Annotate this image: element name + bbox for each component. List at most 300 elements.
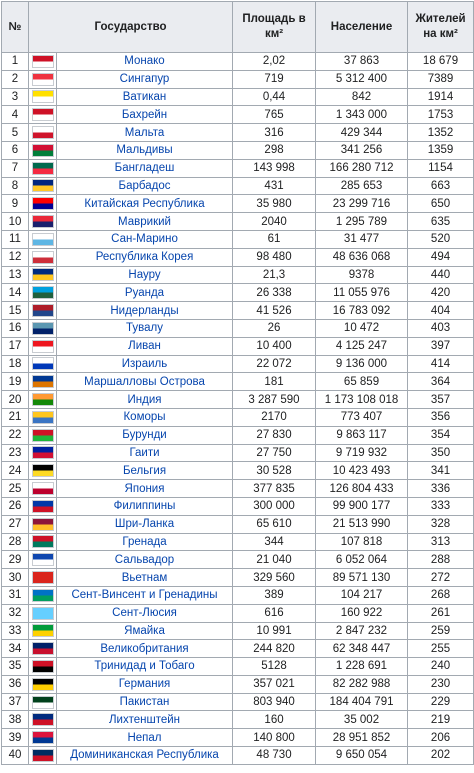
flag-icon[interactable] [32,607,54,620]
density-value: 494 [408,248,474,266]
area-value: 27 830 [233,426,316,444]
country-cell [57,586,233,604]
country-link[interactable]: Бурунди [122,429,167,442]
density-value: 403 [408,319,474,337]
flag-cell [29,248,57,266]
flag-icon[interactable] [32,197,54,210]
flag-icon[interactable] [32,731,54,744]
country-link[interactable]: Пакистан [119,696,170,709]
row-number: 17 [2,337,29,355]
flag-icon[interactable] [32,126,54,139]
population-value: 166 280 712 [316,159,408,177]
density-value: 341 [408,462,474,480]
population-value: 842 [316,88,408,106]
population-value: 31 477 [316,230,408,248]
flag-cell [29,586,57,604]
population-value: 10 472 [316,319,408,337]
area-value: 5128 [233,658,316,676]
row-number: 25 [2,480,29,498]
flag-icon[interactable] [32,446,54,459]
country-cell [57,640,233,658]
area-value: 244 820 [233,640,316,658]
flag-icon[interactable] [32,482,54,495]
flag-cell [29,622,57,640]
flag-icon[interactable] [32,322,54,335]
flag-cell [29,408,57,426]
table-row [2,622,474,640]
country-link[interactable]: Филиппины [113,500,176,513]
country-link[interactable]: Маршалловы Острова [84,375,205,388]
flag-icon[interactable] [32,108,54,121]
flag-cell [29,106,57,124]
country-cell [57,462,233,480]
density-value: 288 [408,551,474,569]
table-row [2,70,474,88]
flag-cell [29,53,57,71]
country-link[interactable]: Барбадос [118,179,171,192]
population-value: 6 052 064 [316,551,408,569]
flag-cell [29,141,57,159]
table-row [2,497,474,515]
country-link[interactable]: Бахрейн [121,108,168,121]
flag-cell [29,693,57,711]
flag-cell [29,640,57,658]
area-value: 181 [233,373,316,391]
country-cell [57,284,233,302]
country-cell [57,622,233,640]
density-value: 18 679 [408,53,474,71]
population-value: 9378 [316,266,408,284]
flag-cell [29,124,57,142]
country-link[interactable]: Науру [128,268,161,281]
flag-icon[interactable] [32,251,54,264]
area-value: 0,44 [233,88,316,106]
country-link[interactable]: Монако [124,55,165,68]
area-value: 21,3 [233,266,316,284]
row-number: 16 [2,319,29,337]
table-row [2,480,474,498]
flag-icon[interactable] [32,749,54,762]
row-number: 31 [2,586,29,604]
table-row [2,391,474,409]
population-value: 773 407 [316,408,408,426]
country-cell [57,70,233,88]
country-cell [57,604,233,622]
row-number: 2 [2,70,29,88]
country-cell [57,159,233,177]
table-row [2,408,474,426]
country-link[interactable]: Сент-Люсия [112,607,177,620]
population-value: 104 217 [316,586,408,604]
table-row [2,729,474,747]
flag-cell [29,230,57,248]
population-value: 89 571 130 [316,569,408,587]
country-link[interactable]: Вьетнам [121,571,168,584]
row-number: 15 [2,302,29,320]
header-num[interactable]: № [2,2,29,53]
country-cell [57,302,233,320]
country-link[interactable]: Индия [127,393,162,406]
flag-cell [29,729,57,747]
country-link[interactable]: Мальдивы [116,144,173,157]
density-value: 1359 [408,141,474,159]
flag-cell [29,747,57,765]
area-value: 3 287 590 [233,391,316,409]
row-number: 34 [2,640,29,658]
density-value: 1352 [408,124,474,142]
area-value: 298 [233,141,316,159]
table-row [2,533,474,551]
population-value: 2 847 232 [316,622,408,640]
population-value: 9 136 000 [316,355,408,373]
population-value: 107 818 [316,533,408,551]
country-link[interactable]: Ватикан [122,90,167,103]
row-number: 29 [2,551,29,569]
density-value: 364 [408,373,474,391]
population-value: 429 344 [316,124,408,142]
country-link[interactable]: Гренада [122,535,167,548]
row-number: 4 [2,106,29,124]
country-link[interactable]: Сан-Марино [111,233,178,246]
row-number: 6 [2,141,29,159]
header-area[interactable]: Площадь в км² [233,2,316,53]
flag-icon[interactable] [32,571,54,584]
flag-icon[interactable] [32,340,54,353]
flag-icon[interactable] [32,73,54,86]
flag-icon[interactable] [32,304,54,317]
flag-icon[interactable] [32,411,54,424]
table-row [2,124,474,142]
density-value: 356 [408,408,474,426]
row-number: 10 [2,213,29,231]
country-link[interactable]: Доминиканская Республика [70,749,219,762]
row-number: 5 [2,124,29,142]
header-density[interactable]: Жителей на км² [408,2,474,53]
population-value: 4 125 247 [316,337,408,355]
flag-icon[interactable] [32,535,54,548]
flag-icon[interactable] [32,55,54,68]
flag-icon[interactable] [32,375,54,388]
flag-cell [29,213,57,231]
population-value: 1 295 789 [316,213,408,231]
country-cell [57,177,233,195]
table-row [2,640,474,658]
density-value: 1154 [408,159,474,177]
row-number: 23 [2,444,29,462]
country-link[interactable]: Бангладеш [114,162,175,175]
row-number: 20 [2,391,29,409]
country-link[interactable]: Шри-Ланка [114,518,175,531]
flag-icon[interactable] [32,357,54,370]
population-value: 184 404 791 [316,693,408,711]
density-value: 328 [408,515,474,533]
flag-cell [29,195,57,213]
table-row [2,177,474,195]
row-number: 36 [2,675,29,693]
flag-cell [29,533,57,551]
country-cell [57,408,233,426]
density-value: 354 [408,426,474,444]
country-cell [57,106,233,124]
country-link[interactable]: Ливан [128,340,161,353]
country-link[interactable]: Нидерланды [110,304,179,317]
flag-cell [29,302,57,320]
row-number: 28 [2,533,29,551]
country-cell [57,729,233,747]
density-value: 240 [408,658,474,676]
area-value: 140 800 [233,729,316,747]
flag-cell [29,177,57,195]
country-link[interactable]: Коморы [123,411,166,424]
table-row [2,675,474,693]
row-number: 1 [2,53,29,71]
row-number: 40 [2,747,29,765]
country-link[interactable]: Китайская Республика [84,197,205,210]
flag-cell [29,266,57,284]
density-value: 230 [408,675,474,693]
density-value: 350 [408,444,474,462]
flag-icon[interactable] [32,464,54,477]
population-value: 5 312 400 [316,70,408,88]
population-value: 285 653 [316,177,408,195]
area-value: 30 528 [233,462,316,480]
row-number: 38 [2,711,29,729]
country-cell [57,551,233,569]
table-header-row [2,2,474,53]
population-value: 1 228 691 [316,658,408,676]
density-value: 635 [408,213,474,231]
population-value: 99 900 177 [316,497,408,515]
density-value: 420 [408,284,474,302]
flag-cell [29,711,57,729]
flag-icon[interactable] [32,233,54,246]
density-value: 261 [408,604,474,622]
density-value: 414 [408,355,474,373]
flag-cell [29,551,57,569]
area-value: 2,02 [233,53,316,71]
country-cell [57,266,233,284]
table-row [2,693,474,711]
density-value: 336 [408,480,474,498]
flag-icon[interactable] [32,713,54,726]
row-number: 37 [2,693,29,711]
population-value: 9 863 117 [316,426,408,444]
flag-cell [29,604,57,622]
flag-icon[interactable] [32,553,54,566]
country-link[interactable]: Непал [127,731,162,744]
country-cell [57,53,233,71]
country-cell [57,319,233,337]
density-value: 520 [408,230,474,248]
flag-icon[interactable] [32,518,54,531]
population-value: 23 299 716 [316,195,408,213]
country-cell [57,444,233,462]
flag-cell [29,569,57,587]
flag-icon[interactable] [32,500,54,513]
table-row [2,302,474,320]
table-row [2,230,474,248]
country-cell [57,391,233,409]
area-value: 431 [233,177,316,195]
area-value: 61 [233,230,316,248]
country-cell [57,658,233,676]
flag-cell [29,426,57,444]
flag-icon[interactable] [32,393,54,406]
area-value: 329 560 [233,569,316,587]
table-row [2,337,474,355]
flag-cell [29,675,57,693]
flag-cell [29,337,57,355]
flag-icon[interactable] [32,268,54,281]
row-number: 18 [2,355,29,373]
table-row [2,569,474,587]
flag-icon[interactable] [32,696,54,709]
population-value: 16 783 092 [316,302,408,320]
country-cell [57,569,233,587]
country-cell [57,355,233,373]
population-value: 9 650 054 [316,747,408,765]
flag-icon[interactable] [32,90,54,103]
flag-icon[interactable] [32,678,54,691]
country-link[interactable]: Лихтенштейн [109,713,181,726]
country-link[interactable]: Мальта [124,126,165,139]
table-row [2,586,474,604]
country-cell [57,675,233,693]
country-link[interactable]: Бельгия [122,464,167,477]
area-value: 26 338 [233,284,316,302]
area-value: 719 [233,70,316,88]
area-value: 48 730 [233,747,316,765]
country-link[interactable]: Япония [124,482,165,495]
country-link[interactable]: Сент-Винсент и Гренадины [71,589,218,602]
flag-icon[interactable] [32,144,54,157]
flag-icon[interactable] [32,429,54,442]
population-value: 48 636 068 [316,248,408,266]
country-cell [57,515,233,533]
table-row [2,88,474,106]
country-link[interactable]: Великобритания [100,642,189,655]
density-value: 1753 [408,106,474,124]
population-value: 11 055 976 [316,284,408,302]
flag-icon[interactable] [32,624,54,637]
area-value: 26 [233,319,316,337]
population-value: 160 922 [316,604,408,622]
population-value: 1 343 000 [316,106,408,124]
table-body [2,53,474,765]
population-value: 62 348 447 [316,640,408,658]
flag-cell [29,515,57,533]
table-row [2,551,474,569]
flag-icon[interactable] [32,286,54,299]
row-number: 39 [2,729,29,747]
density-value: 219 [408,711,474,729]
row-number: 35 [2,658,29,676]
population-density-table [1,1,474,765]
area-value: 160 [233,711,316,729]
country-cell [57,693,233,711]
area-value: 765 [233,106,316,124]
country-cell [57,337,233,355]
table-row [2,106,474,124]
row-number: 12 [2,248,29,266]
density-value: 259 [408,622,474,640]
density-value: 268 [408,586,474,604]
area-value: 2170 [233,408,316,426]
flag-icon[interactable] [32,589,54,602]
area-value: 143 998 [233,159,316,177]
area-value: 41 526 [233,302,316,320]
country-link[interactable]: Тувалу [126,322,163,335]
flag-icon[interactable] [32,642,54,655]
density-value: 272 [408,569,474,587]
flag-icon[interactable] [32,660,54,673]
area-value: 98 480 [233,248,316,266]
area-value: 27 750 [233,444,316,462]
density-value: 1914 [408,88,474,106]
country-link[interactable]: Ямайка [124,624,165,637]
population-value: 341 256 [316,141,408,159]
flag-cell [29,658,57,676]
country-link[interactable]: Республика Корея [95,251,194,264]
density-value: 404 [408,302,474,320]
country-link[interactable]: Руанда [124,286,165,299]
flag-icon[interactable] [32,179,54,192]
table-row [2,284,474,302]
country-cell [57,141,233,159]
row-number: 7 [2,159,29,177]
flag-cell [29,497,57,515]
header-population[interactable]: Население [316,2,408,53]
country-link[interactable]: Гаити [129,446,160,459]
density-value: 206 [408,729,474,747]
area-value: 65 610 [233,515,316,533]
row-number: 24 [2,462,29,480]
flag-icon[interactable] [32,215,54,228]
flag-icon[interactable] [32,162,54,175]
country-link[interactable]: Сальвадор [114,553,175,566]
country-link[interactable]: Германия [118,678,171,691]
header-country[interactable]: Государство [29,2,233,53]
row-number: 14 [2,284,29,302]
country-cell [57,195,233,213]
table-row [2,444,474,462]
country-cell [57,248,233,266]
area-value: 10 991 [233,622,316,640]
area-value: 616 [233,604,316,622]
area-value: 389 [233,586,316,604]
density-value: 397 [408,337,474,355]
table-row [2,159,474,177]
country-link[interactable]: Тринидад и Тобаго [94,660,195,673]
table-row [2,747,474,765]
row-number: 9 [2,195,29,213]
country-cell [57,711,233,729]
country-link[interactable]: Маврикий [118,215,171,228]
population-value: 1 173 108 018 [316,391,408,409]
table-row [2,53,474,71]
country-link[interactable]: Сингапур [119,73,170,86]
country-cell [57,747,233,765]
density-value: 7389 [408,70,474,88]
area-value: 300 000 [233,497,316,515]
density-value: 202 [408,747,474,765]
country-link[interactable]: Израиль [121,357,168,370]
row-number: 33 [2,622,29,640]
country-cell [57,426,233,444]
row-number: 11 [2,230,29,248]
row-number: 3 [2,88,29,106]
country-cell [57,373,233,391]
